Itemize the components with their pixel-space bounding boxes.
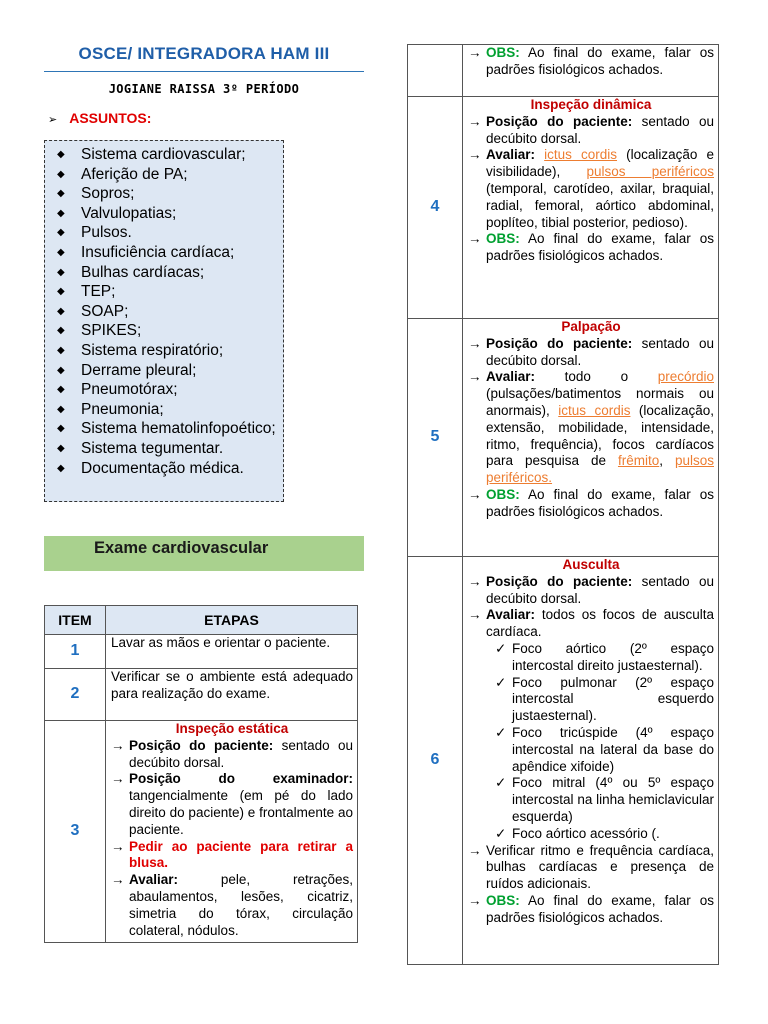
subject-item: ◆ TEP; <box>57 283 116 301</box>
step-text: Lavar as mãos e orientar o paciente. <box>106 635 358 669</box>
step-number: 6 <box>408 557 463 965</box>
subjects-heading <box>48 110 151 126</box>
focus-item: ✓ Foco aórtico (2º espaço intercostal direito justaesternal). <box>495 640 714 673</box>
step-number: 4 <box>408 97 463 319</box>
diamond-bullet-icon: ◆ <box>57 403 65 415</box>
instruction: → Posição do paciente: sentado ou decúbito dorsal. <box>468 113 714 146</box>
step-text <box>463 557 719 965</box>
step-text <box>106 721 358 943</box>
observation: → OBS: Ao final do exame, falar os padrões fisiológicos achados. <box>468 231 714 264</box>
step-text: Verificar se o ambiente está adequado para realização do exame. <box>106 669 358 721</box>
step-text <box>463 97 719 319</box>
diamond-bullet-icon: ◆ <box>57 266 65 278</box>
instruction: → Pedir ao paciente para retirar a blusa. <box>111 838 353 871</box>
arrow-icon: → <box>468 45 482 60</box>
instruction: → Avaliar: ictus cordis (localização e visibilidade), pulsos periféricos (temporal, carotídeo, axilar, braquial, radial, femoral, aórtico abdominal, poplíteo, tibial posterior, pedioso). <box>468 147 714 230</box>
step-title: Ausculta <box>562 557 620 572</box>
step-number: 5 <box>408 319 463 557</box>
diamond-bullet-icon: ◆ <box>57 344 65 356</box>
section-title: Exame cardiovascular <box>44 536 364 571</box>
diamond-bullet-icon: ◆ <box>57 364 65 376</box>
focus-item: ✓ Foco mitral (4º ou 5º espaço intercostal na linha hemiclavicular esquerda) <box>495 775 714 824</box>
diamond-bullet-icon: ◆ <box>57 286 65 298</box>
subjects-box <box>44 140 284 502</box>
focus-item: ✓ Foco aórtico acessório (. <box>495 825 660 841</box>
arrow-icon: → <box>468 369 482 385</box>
diamond-bullet-icon: ◆ <box>57 325 65 337</box>
term-link: ictus cordis <box>544 147 618 163</box>
instruction: → Avaliar: pele, retrações, abaulamentos, lesões, cicatriz, simetria do tórax, circulação colateral, nódulos. <box>111 872 353 938</box>
author-line: JOGIANE RAISSA 3º PERÍODO <box>108 82 300 96</box>
table-row <box>408 319 719 557</box>
term-link: frêmito <box>617 453 660 469</box>
instruction: → Posição do paciente: sentado ou decúbito dorsal. <box>468 573 714 606</box>
arrow-icon: → <box>468 607 482 623</box>
table-row <box>45 721 358 943</box>
arrow-icon: → <box>468 842 482 858</box>
step-number: 2 <box>45 669 106 721</box>
step-text <box>463 319 719 557</box>
subject-item: ◆ Aferição de PA; <box>57 165 188 183</box>
header-steps: ETAPAS <box>106 606 358 635</box>
subject-item: ◆ Pneumonia; <box>57 400 164 418</box>
checkmark-icon: ✓ <box>495 825 507 841</box>
subject-item: ◆ Sistema cardiovascular; <box>57 146 246 163</box>
term-link: pulsos periféricos. <box>486 453 714 486</box>
arrowhead-bullet-icon: ➢ <box>48 114 58 126</box>
title-underline <box>44 71 364 72</box>
table-row <box>408 97 719 319</box>
steps-table-right <box>407 44 719 965</box>
step-number: 3 <box>45 721 106 943</box>
term-link: ictus cordis <box>558 402 631 418</box>
diamond-bullet-icon: ◆ <box>57 423 65 435</box>
step-title: Inspeção dinâmica <box>530 97 652 112</box>
instruction: → Verificar ritmo e frequência cardíaca, bulhas cardíacas e presença de ruídos adicionais. <box>468 842 714 892</box>
subject-item: ◆ Sistema respiratório; <box>57 341 224 359</box>
table-header-row <box>45 606 358 635</box>
step-text <box>463 45 719 97</box>
checkmark-icon: ✓ <box>495 640 507 656</box>
instruction: → Avaliar: todo o precórdio (pulsações/batimentos normais ou anormais), ictus cordis (localização, extensão, mobilidade, intensidade, ritmo, frequência), focos cardíacos para pesquisa de frêmito, pulsos periféricos. <box>468 369 714 486</box>
instruction: → Posição do examinador: tangencialmente (em pé do lado direito do paciente) e frontalmente ao paciente. <box>111 771 353 837</box>
diamond-bullet-icon: ◆ <box>57 188 65 200</box>
term-link: precórdio <box>657 369 714 385</box>
step-title: Inspeção estática <box>175 721 289 736</box>
diamond-bullet-icon: ◆ <box>57 168 65 180</box>
arrow-icon: → <box>111 771 125 787</box>
arrow-icon: → <box>468 147 482 163</box>
diamond-bullet-icon: ◆ <box>57 462 65 474</box>
arrow-icon: → <box>468 231 482 247</box>
diamond-bullet-icon: ◆ <box>57 384 65 396</box>
diamond-bullet-icon: ◆ <box>57 442 65 454</box>
diamond-bullet-icon: ◆ <box>57 207 65 219</box>
instruction: → Posição do paciente: sentado ou decúbito dorsal. <box>111 737 353 770</box>
subject-item: ◆ SPIKES; <box>57 322 142 340</box>
checkmark-icon: ✓ <box>495 775 507 791</box>
table-row <box>45 669 358 721</box>
subjects-list <box>57 145 277 478</box>
subject-item: ◆ Derrame pleural; <box>57 361 197 379</box>
checkmark-icon: ✓ <box>495 674 507 690</box>
steps-table-left <box>44 605 358 943</box>
term-link: pulsos periféricos <box>586 164 714 180</box>
subjects-label: ASSUNTOS: <box>69 110 152 126</box>
document-title: OSCE/ INTEGRADORA HAM III <box>78 44 330 63</box>
subject-item: ◆ SOAP; <box>57 302 129 320</box>
focus-item: ✓ Foco tricúspide (4º espaço intercostal na lateral da base do apêndice xifoide) <box>495 724 714 774</box>
instruction: → Posição do paciente: sentado ou decúbito dorsal. <box>468 335 714 368</box>
subject-item: ◆ Insuficiência cardíaca; <box>57 243 235 261</box>
diamond-bullet-icon: ◆ <box>57 149 65 160</box>
instruction: → Avaliar: todos os focos de ausculta cardíaca. <box>468 607 714 640</box>
subject-item: ◆ Sistema tegumentar. <box>57 439 224 457</box>
arrow-icon: → <box>468 113 482 129</box>
step-title: Palpação <box>561 319 621 334</box>
arrow-icon: → <box>111 872 125 888</box>
observation: → OBS: Ao final do exame, falar os padrões fisiológicos achados. <box>468 45 714 77</box>
focus-item: ✓ Foco pulmonar (2º espaço intercostal esquerdo justaesternal). <box>495 674 714 724</box>
arrow-icon: → <box>468 892 482 908</box>
step-number <box>408 45 463 97</box>
subject-item: ◆ Sistema hematolinfopoético; <box>57 420 276 438</box>
arrow-icon: → <box>468 573 482 589</box>
diamond-bullet-icon: ◆ <box>57 246 65 258</box>
diamond-bullet-icon: ◆ <box>57 227 65 239</box>
subject-item: ◆ Documentação médica. <box>57 459 244 477</box>
step-number: 1 <box>45 635 106 669</box>
table-row <box>408 45 719 97</box>
subject-item: ◆ Sopros; <box>57 185 135 203</box>
header-item: ITEM <box>45 606 106 635</box>
diamond-bullet-icon: ◆ <box>57 305 65 317</box>
observation: → OBS: Ao final do exame, falar os padrões fisiológicos achados. <box>468 486 714 519</box>
subject-item: ◆ Bulhas cardíacas; <box>57 263 205 281</box>
arrow-icon: → <box>468 486 482 502</box>
arrow-icon: → <box>468 335 482 351</box>
subject-item: ◆ Valvulopatias; <box>57 204 177 222</box>
arrow-icon: → <box>111 737 125 753</box>
subject-item: ◆ Pulsos. <box>57 224 132 242</box>
checkmark-icon: ✓ <box>495 724 507 740</box>
table-row <box>408 557 719 965</box>
arrow-icon: → <box>111 838 125 854</box>
table-row <box>45 635 358 669</box>
observation: → OBS: Ao final do exame, falar os padrões fisiológicos achados. <box>468 892 714 925</box>
subject-item: ◆ Pneumotórax; <box>57 381 178 399</box>
